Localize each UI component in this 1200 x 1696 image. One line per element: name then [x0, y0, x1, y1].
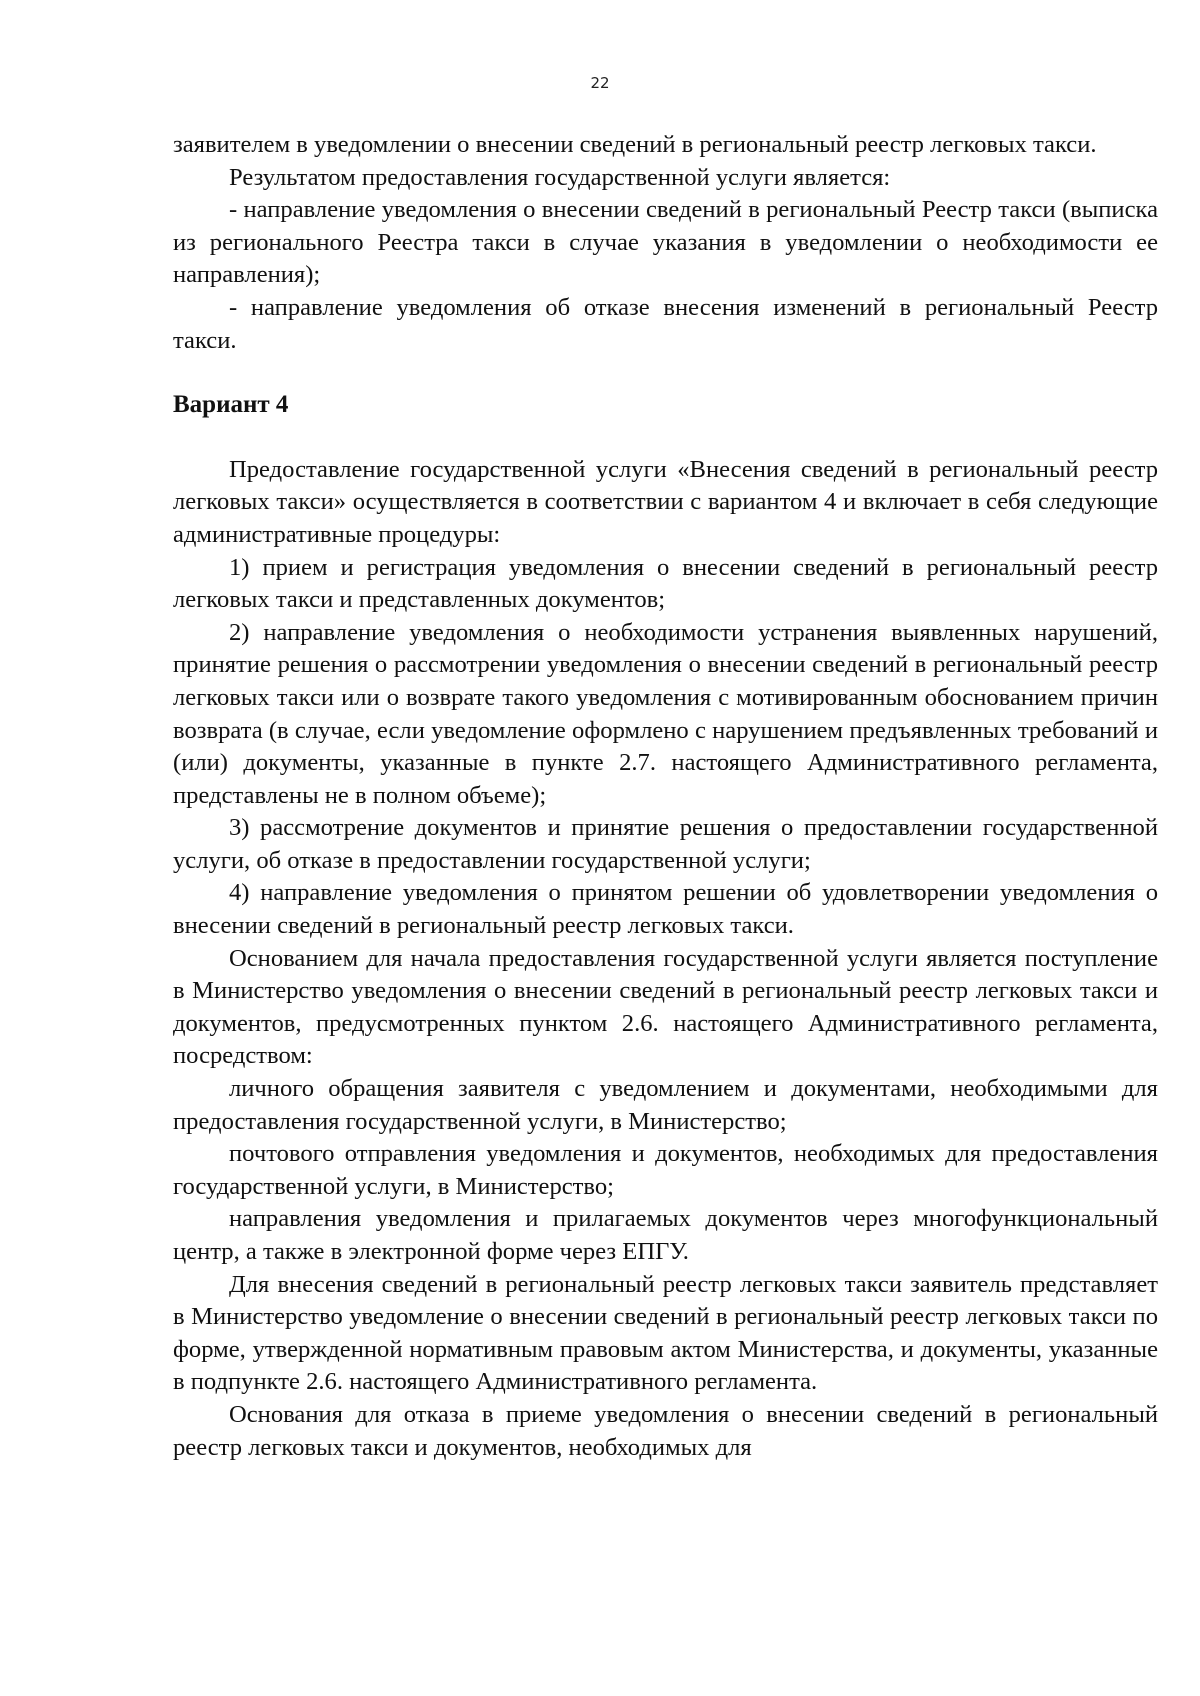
paragraph-method-personal: личного обращения заявителя с уведомлением и документами, необходимыми для предоставления государственной услуги, в Министерство;: [173, 1075, 1158, 1135]
page-number: 22: [590, 74, 610, 92]
paragraph-refusal-grounds: Основания для отказа в приеме уведомления о внесении сведений в региональный реестр легковых такси и документов, необходимых для: [173, 1400, 1158, 1461]
paragraph-procedure-4: 4) направление уведомления о принятом решении об удовлетворении уведомления о внесении сведений в региональный реестр легковых такси.: [173, 879, 1158, 940]
paragraph-basis: Основанием для начала предоставления государственной услуги является поступление в Министерство уведомления о внесении сведений в региональный реестр легковых такси и документов, предусмотренных пунктом 2.6. настоящего Административного регламента, посредством:: [173, 944, 1158, 1070]
document-body: [173, 129, 1158, 1464]
paragraph-procedure-3: 3) рассмотрение документов и принятие решения о предоставлении государственной услуги, об отказе в предоставлении государственной услуги;: [173, 814, 1158, 874]
paragraph-result-item-2: - направление уведомления об отказе внесения изменений в региональный Реестр такси.: [173, 293, 1158, 354]
paragraph-method-mail: почтового отправления уведомления и документов, необходимых для предоставления государственной услуги, в Министерство;: [173, 1140, 1158, 1200]
paragraph-method-mfc: направления уведомления и прилагаемых документов через многофункциональный центр, а также в электронной форме через ЕПГУ.: [173, 1205, 1158, 1265]
paragraph-result-intro: Результатом предоставления государственной услуги является:: [229, 163, 891, 191]
paragraph-procedure-2: 2) направление уведомления о необходимости устранения выявленных нарушений, принятие решения о рассмотрении уведомления о внесении сведений в региональный реестр легковых такси или о возврате такого уведомления с мотивированным обоснованием причин возврата (в случае, если уведомление оформлено с нарушением предъявленных требований и (или) документы, указанные в пункте 2.7. настоящего Административного регламента, представлены не в полном объеме);: [173, 618, 1158, 809]
paragraph-continuation: заявителем в уведомлении о внесении сведений в региональный реестр легковых такси.: [173, 131, 1097, 158]
section-heading: Вариант 4: [173, 391, 289, 419]
paragraph-submission: Для внесения сведений в региональный реестр легковых такси заявитель представляет в Министерство уведомление о внесении сведений в региональный реестр легковых такси по форме, утвержденной нормативным правовым актом Министерства, и документы, указанные в подпункте 2.6. настоящего Административного регламента.: [173, 1270, 1158, 1396]
paragraph-variant-intro: Предоставление государственной услуги «Внесения сведений в региональный реестр легковых такси» осуществляется в соответствии с вариантом 4 и включает в себя следующие административные процедуры:: [173, 455, 1158, 548]
paragraph-procedure-1: 1) прием и регистрация уведомления о внесении сведений в региональный реестр легковых такси и представленных документов;: [173, 553, 1158, 614]
paragraph-result-item-1: - направление уведомления о внесении сведений в региональный Реестр такси (выписка из регионального Реестра такси в случае указания в уведомлении о необходимости ее направления);: [173, 196, 1158, 289]
